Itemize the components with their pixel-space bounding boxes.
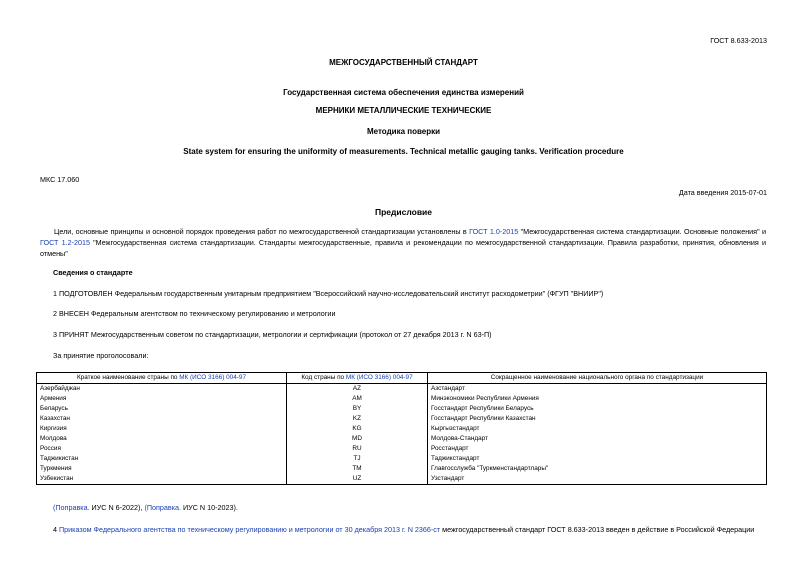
column-header-country: Краткое наименование страны по МК (ИСО 3166) 004-97 bbox=[37, 373, 287, 384]
column-header-body: Сокращенное наименование национального органа по стандартизации bbox=[428, 373, 767, 384]
english-title: State system for ensuring the uniformity of measurements. Technical metallic gauging tanks. Verification procedure bbox=[183, 147, 624, 156]
table-row: Казахстан KZ Госстандарт Республики Казахстан bbox=[37, 414, 767, 424]
subtitle: Методика поверки bbox=[366, 127, 441, 136]
item-1: 1 ПОДГОТОВЛЕН Федеральным государственным унитарным предприятием "Всероссийский научно-исследовательский институт расходометрии" (ФГУП "ВНИИР") bbox=[53, 289, 604, 298]
table-header-row bbox=[37, 373, 767, 384]
amendment-link[interactable]: (Поправка. bbox=[53, 503, 90, 512]
column-header-code: Код страны по МК (ИСО 3166) 004-97 bbox=[287, 373, 428, 384]
mks-code: МКС 17.060 bbox=[40, 175, 80, 184]
info-heading: Сведения о стандарте bbox=[53, 268, 133, 277]
table-row: Узбекистан UZ Узстандарт bbox=[37, 474, 767, 485]
gost-1-2-link[interactable]: ГОСТ 1.2-2015 bbox=[40, 238, 90, 247]
table-row: Таджикистан TJ Таджикстандарт bbox=[37, 454, 767, 464]
table-row: Россия RU Росстандарт bbox=[37, 444, 767, 454]
item-3: 3 ПРИНЯТ Межгосударственным советом по стандартизации, метрологии и сертификации (протокол от 27 декабря 2013 г. N 63-П) bbox=[53, 330, 492, 339]
foreword-heading: Предисловие bbox=[374, 207, 433, 217]
main-title: МЕРНИКИ МЕТАЛЛИЧЕСКИЕ ТЕХНИЧЕСКИЕ bbox=[315, 106, 492, 115]
amendment-link[interactable]: (Поправка. bbox=[144, 503, 181, 512]
mk-iso-link[interactable]: МК (ИСО 3166) 004-97 bbox=[345, 374, 413, 381]
item-2: 2 ВНЕСЕН Федеральным агентством по техническому регулированию и метрологии bbox=[53, 309, 336, 318]
introduction-date: Дата введения 2015-07-01 bbox=[678, 188, 767, 197]
voting-table bbox=[36, 372, 767, 485]
table-row: Киргизия KG Кыргызстандарт bbox=[37, 424, 767, 434]
document-number: ГОСТ 8.633-2013 bbox=[710, 36, 767, 45]
table-row: Беларусь BY Госстандарт Республики Беларусь bbox=[37, 404, 767, 414]
system-title: Государственная система обеспечения единства измерений bbox=[283, 88, 524, 97]
voted-label: За принятие проголосовали: bbox=[53, 351, 149, 360]
item-4: 4 Приказом Федерального агентства по техническому регулированию и метрологии от 30 декабря 2013 г. N 2366-ст межгосударственный стандарт ГОСТ 8.633-2013 введен в действие в Российской Федерации bbox=[53, 525, 755, 534]
paragraph-text: "Межгосударственная система стандартизации. Стандарты межгосударственные, правила и рекомендации по межгосударственной стандартизации. Правила разработки, принятия, обновления и отмены" bbox=[40, 238, 766, 258]
amendments-line: (Поправка. ИУС N 6-2022), (Поправка. ИУС N 10-2023). bbox=[53, 503, 238, 512]
mk-iso-link[interactable]: МК (ИСО 3166) 004-97 bbox=[179, 374, 247, 381]
table-row: Азербайджан AZ Азстандарт bbox=[37, 384, 767, 395]
paragraph-text: "Межгосударственная система стандартизации. Основные положения" и bbox=[518, 227, 766, 236]
table-row: Туркмения TM Главгосслужба "Туркменстандартлары" bbox=[37, 464, 767, 474]
order-link[interactable]: Приказом Федерального агентства по техническому регулированию и метрологии от 30 декабря 2013 г. N 2366-ст bbox=[59, 525, 441, 534]
foreword-paragraph bbox=[40, 226, 766, 259]
standard-type: МЕЖГОСУДАРСТВЕННЫЙ СТАНДАРТ bbox=[329, 58, 478, 67]
table-row: Армения AM Минэкономики Республики Армения bbox=[37, 394, 767, 404]
paragraph-text: Цели, основные принципы и основной порядок проведения работ по межгосударственной стандартизации установлены в bbox=[54, 227, 470, 236]
gost-1-0-link[interactable]: ГОСТ 1.0-2015 bbox=[469, 227, 519, 236]
table-row: Молдова MD Молдова-Стандарт bbox=[37, 434, 767, 444]
